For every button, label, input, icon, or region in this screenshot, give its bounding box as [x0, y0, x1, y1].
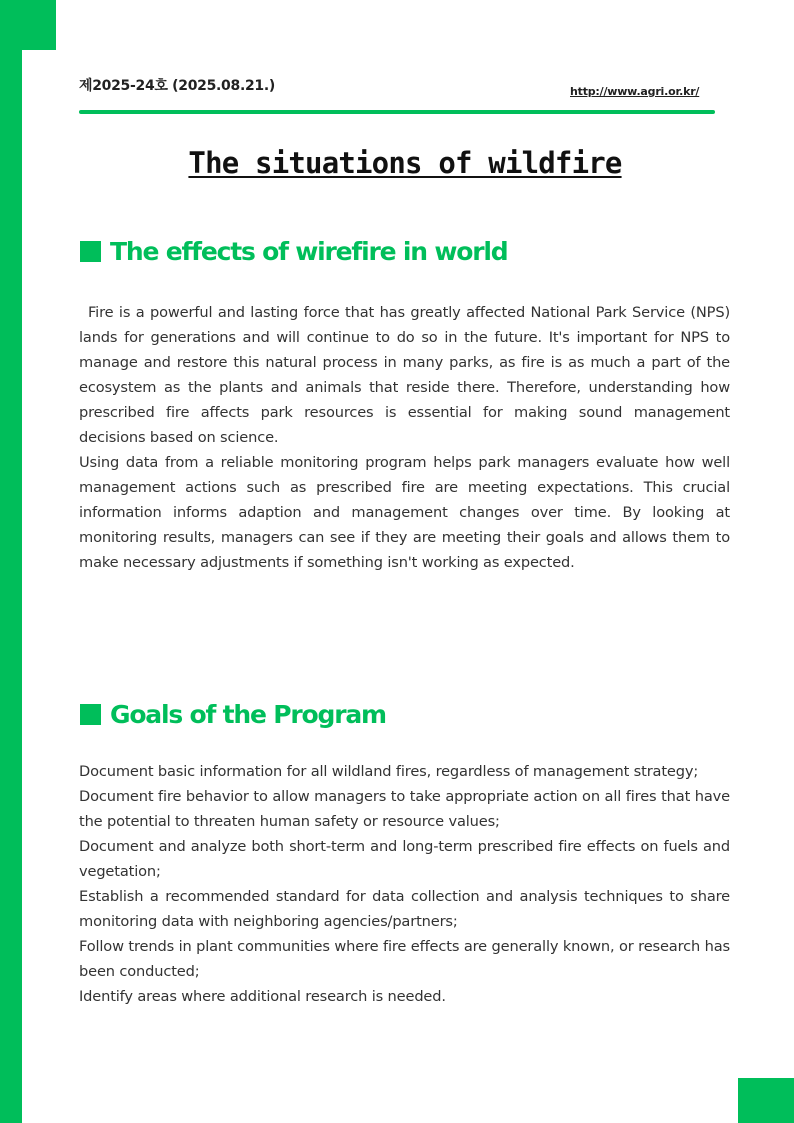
section-heading-text: Goals of the Program [110, 700, 386, 729]
section-heading-effects [80, 237, 507, 266]
section-heading-goals [80, 700, 386, 729]
page-title: The situations of wildfire [188, 146, 622, 180]
goal-item: Establish a recommended standard for data collection and analysis techniques to share monitoring data with neighboring agencies/partners; [79, 888, 730, 930]
goal-item: Follow trends in plant communities where fire effects are generally known, or research has been conducted; [79, 938, 730, 980]
website-link[interactable]: http://www.agri.or.kr/ [570, 85, 700, 98]
square-bullet-icon [80, 241, 101, 262]
top-left-accent-tab [0, 0, 56, 50]
goal-item: Identify areas where additional research is needed. [79, 988, 446, 1005]
goal-item: Document and analyze both short-term and long-term prescribed fire effects on fuels and vegetation; [79, 838, 730, 880]
section-heading-text: The effects of wirefire in world [110, 237, 508, 266]
goal-item: Document basic information for all wildland fires, regardless of management strategy; [79, 763, 699, 780]
goal-item: Document fire behavior to allow managers to take appropriate action on all fires that have the potential to threaten human safety or resource values; [79, 788, 730, 830]
left-accent-bar [0, 0, 22, 1123]
issue-number: 제2025-24호 (2025.08.21.) [79, 78, 275, 94]
paragraph: Fire is a powerful and lasting force that has greatly affected National Park Service (NPS) lands for generations and will continue to do so in the future. It's important for NPS to manage and restore this natural process in many parks, as fire is as much a part of the ecosystem as the plants and animals that reside there. Therefore, understanding how prescribed fire affects park resources is essential for making sound management decisions based on science. [79, 304, 730, 446]
bottom-right-accent-block [738, 1078, 794, 1123]
header-divider [79, 110, 715, 114]
paragraph: Using data from a reliable monitoring program helps park managers evaluate how well management actions such as prescribed fire are meeting expectations. This crucial information informs adaption and management changes over time. By looking at monitoring results, managers can see if they are meeting their goals and allows them to make necessary adjustments if something isn't working as expected. [79, 454, 730, 571]
section-body-effects [79, 300, 730, 575]
square-bullet-icon [80, 704, 101, 725]
section-body-goals [79, 759, 730, 1009]
